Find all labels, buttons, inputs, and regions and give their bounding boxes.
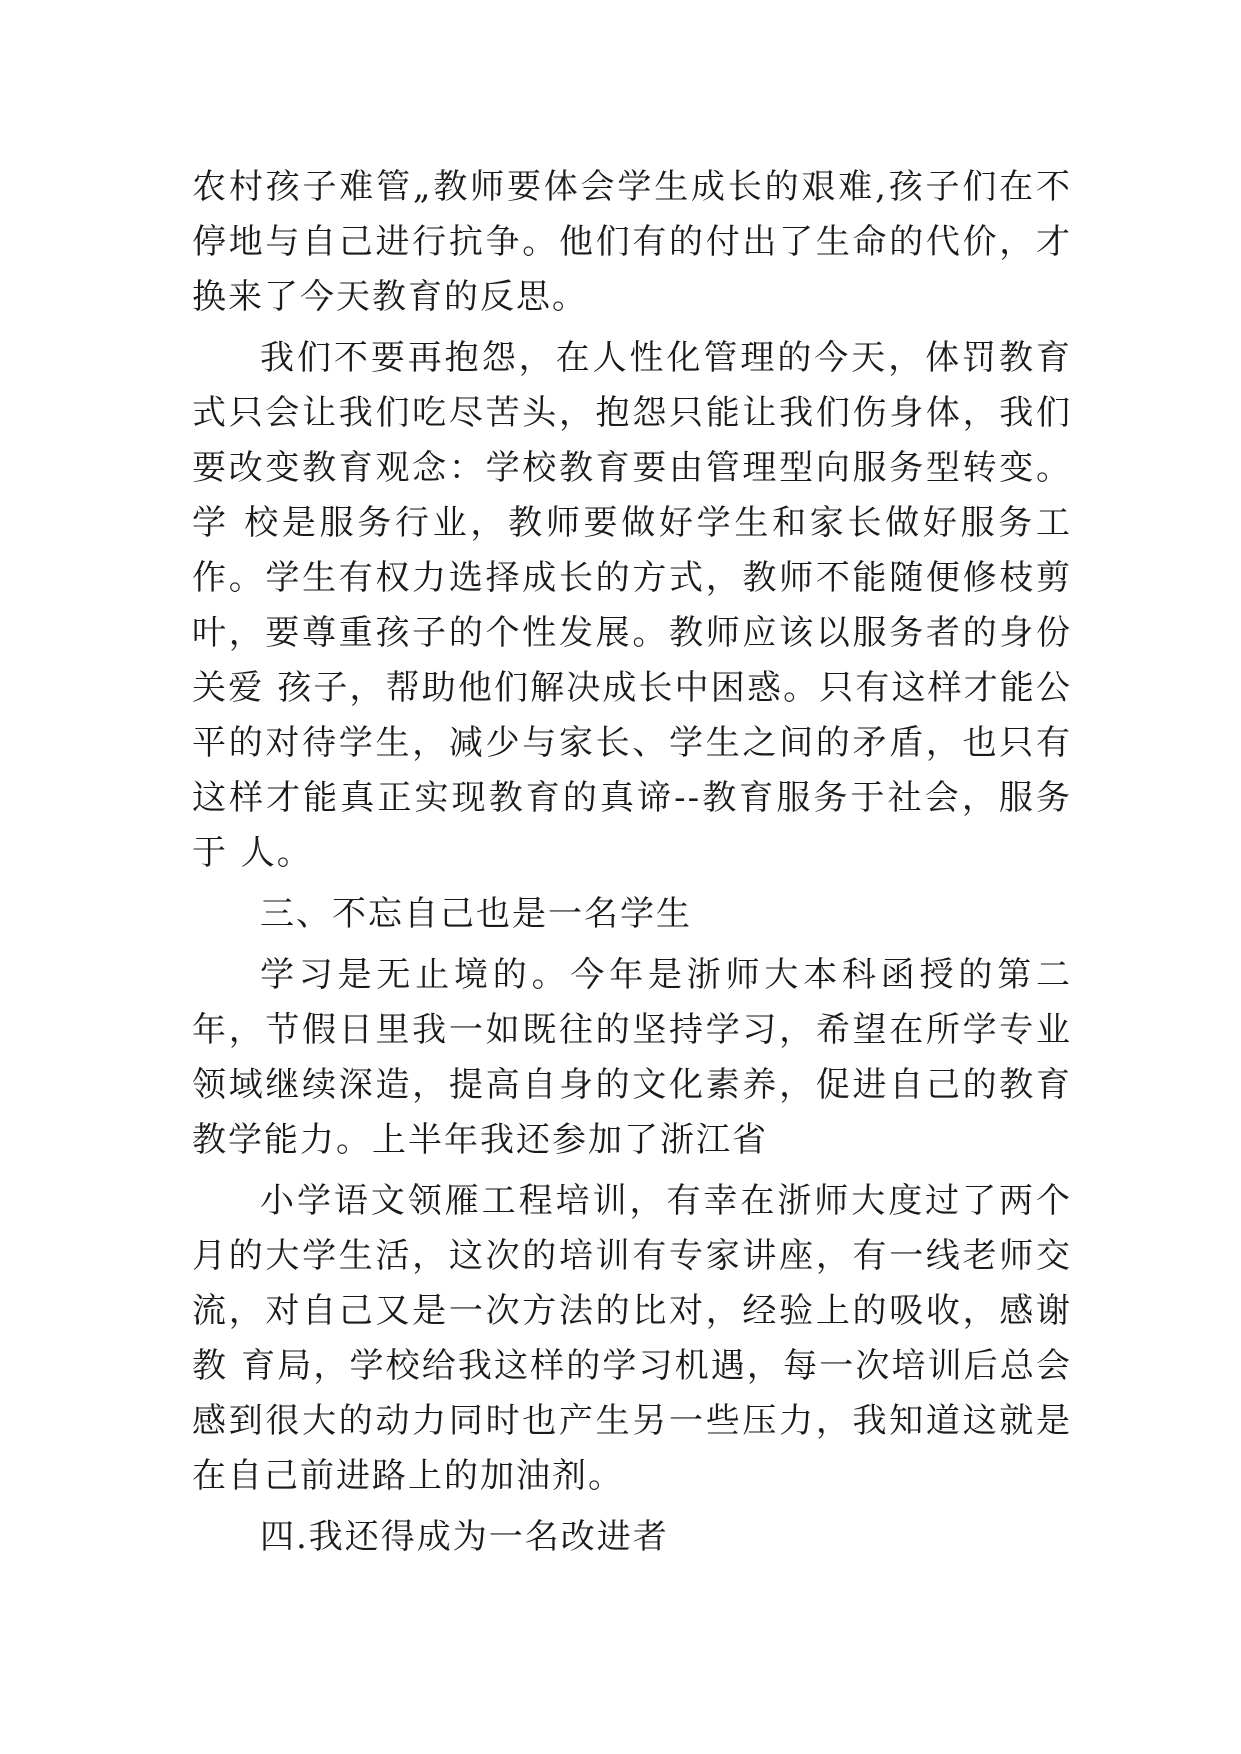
paragraph-4: 学习是无止境的。今年是浙师大本科函授的第二年，节假日里我一如既往的坚持学习，希望在所学专业领域继续深造，提高自身的文化素养，促进自己的教育教学能力。上半年我还参加了浙江省 (192, 955, 1072, 1160)
paragraph-1: 农村孩子难管„教师要体会学生成长的艰难,孩子们在不停地与自己进行抗争。他们有的付出了生命的代价，才换来了今天教育的反思。 (192, 167, 1072, 317)
section-heading-4: 四.我还得成为一名改进者 (260, 1517, 669, 1557)
section-heading-3: 三、不忘自己也是一名学生 (260, 894, 692, 934)
paragraph-2: 我们不要再抱怨，在人性化管理的今天，体罚教育式只会让我们吃尽苦头，抱怨只能让我们伤身体，我们要改变教育观念：学校教育要由管理型向服务型转变。学 校是服务行业，教师要做好学生和家长做好服务工作。学生有权力选择成长的方式，教师不能随便修枝剪叶，要尊重孩子的个性发展。教师应该以服务者的身份关爱 孩子，帮助他们解决成长中困惑。只有这样才能公平的对待学生，减少与家长、学生之间的矛盾，也只有这样才能真正实现教育的真谛--教育服务于社会，服务于 人。 (192, 338, 1072, 873)
document-body (192, 160, 1072, 1571)
paragraph-5: 小学语文领雁工程培训，有幸在浙师大度过了两个月的大学生活，这次的培训有专家讲座，有一线老师交流，对自己又是一次方法的比对，经验上的吸收，感谢教 育局，学校给我这样的学习机遇，每一次培训后总会感到很大的动力同时也产生另一些压力，我知道这就是在自己前进路上的加油剂。 (192, 1181, 1072, 1496)
